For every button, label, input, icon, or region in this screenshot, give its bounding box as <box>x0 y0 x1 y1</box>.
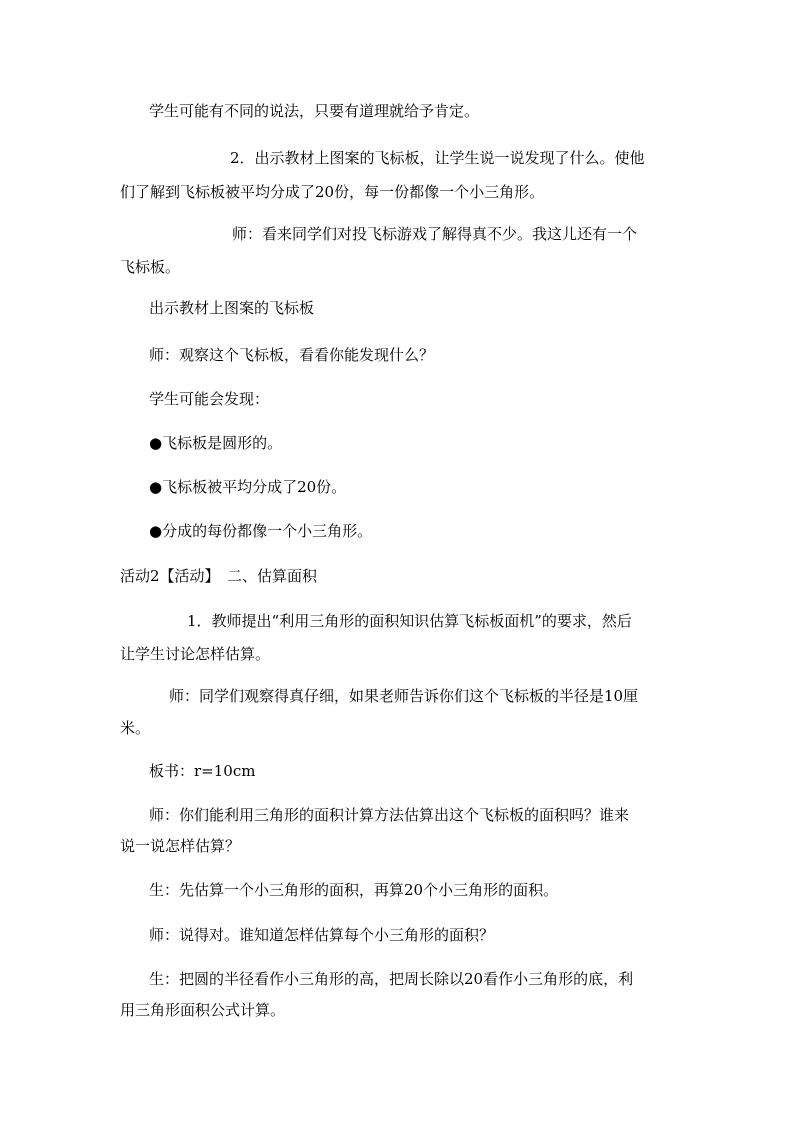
paragraph-line: 们了解到飞标板被平均分成了20份，每一份都像一个小三角形。 <box>120 183 545 201</box>
paragraph-line: 师：你们能利用三角形的面积计算方法估算出这个飞标板的面积吗？谁来 <box>149 806 630 824</box>
paragraph-line: 1．教师提出“利用三角形的面积知识估算飞标板面机”的要求，然后 <box>187 612 632 630</box>
paragraph: 板书：r=10cm <box>149 762 256 780</box>
paragraph-line: 飞标板。 <box>120 258 181 276</box>
bullet-item: ●飞标板被平均分成了20份。 <box>149 478 347 496</box>
paragraph: 学生可能有不同的说法，只要有道理就给予肯定。 <box>149 102 480 120</box>
paragraph-line: 让学生讨论怎样估算。 <box>120 645 271 663</box>
paragraph-line: 米。 <box>120 719 151 737</box>
paragraph: 学生可能会发现： <box>149 390 270 408</box>
paragraph-line: 师：看来同学们对投飞标游戏了解得真不少。我这儿还有一个 <box>232 225 638 243</box>
paragraph-line: 说一说怎样估算？ <box>120 837 241 855</box>
bullet-item: ●飞标板是圆形的。 <box>149 434 283 452</box>
paragraph-line: 用三角形面积公式计算。 <box>120 1001 286 1019</box>
paragraph: 出示教材上图案的飞标板 <box>149 299 315 317</box>
paragraph-line: 师：同学们观察得真仔细，如果老师告诉你们这个飞标板的半径是10厘 <box>169 687 639 705</box>
paragraph-line: 生：把圆的半径看作小三角形的高，把周长除以20看作小三角形的底，利 <box>149 970 634 988</box>
paragraph-line: 2．出示教材上图案的飞标板，让学生说一说发现了什么。使他 <box>230 149 645 167</box>
paragraph: 生：先估算一个小三角形的面积，再算20个小三角形的面积。 <box>149 881 559 899</box>
paragraph: 师：观察这个飞标板，看看你能发现什么？ <box>149 346 435 364</box>
section-heading: 活动2【活动】 二、估算面积 <box>120 567 318 585</box>
paragraph: 师：说得对。谁知道怎样估算每个小三角形的面积？ <box>149 926 495 944</box>
bullet-item: ●分成的每份都像一个小三角形。 <box>149 522 373 540</box>
paragraph <box>230 148 645 184</box>
